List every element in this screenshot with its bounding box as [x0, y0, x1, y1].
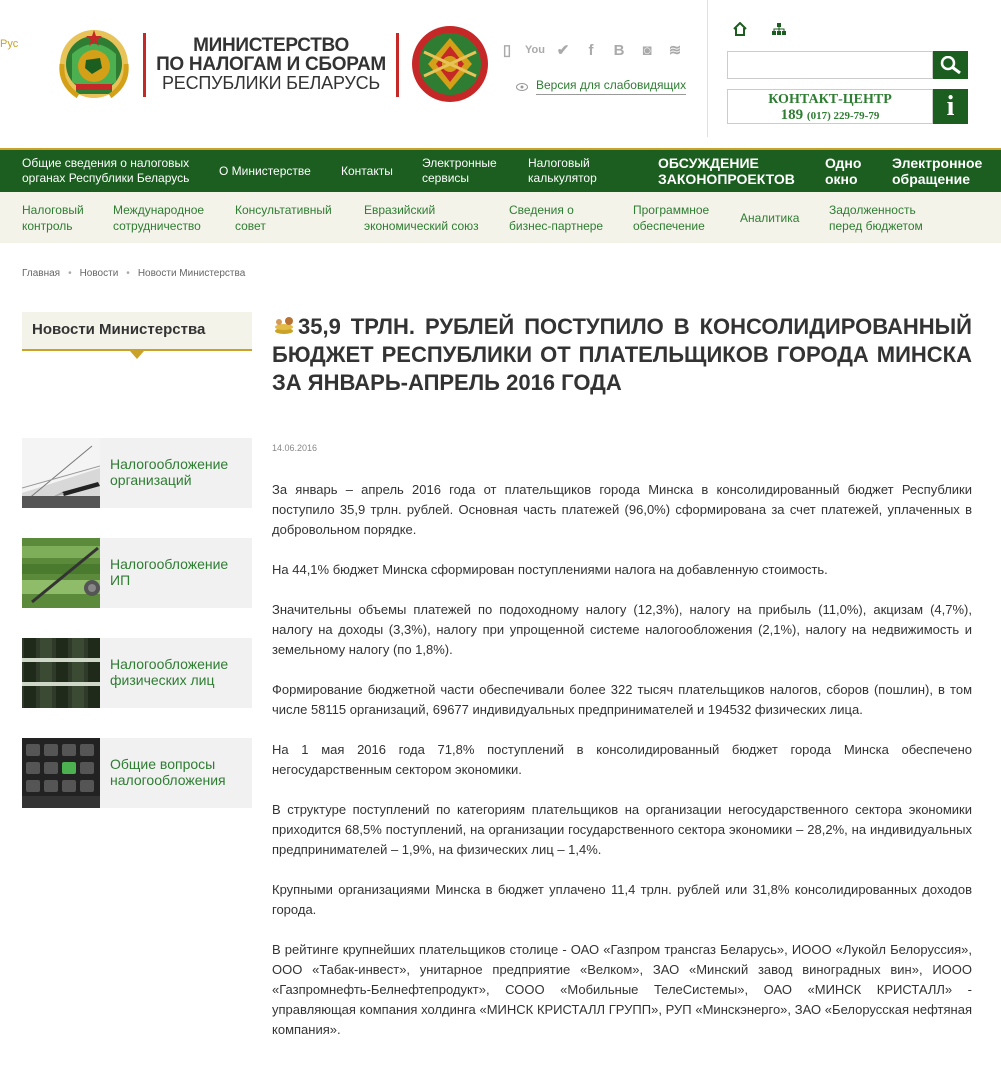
state-emblem-icon[interactable]	[52, 24, 136, 104]
sidebar-title-arrow-icon	[130, 351, 144, 359]
subnav-analytics[interactable]: Аналитика	[740, 210, 800, 225]
main-nav	[0, 148, 1001, 192]
nav-about-ministry[interactable]: О Министерстве	[219, 163, 311, 178]
instagram-icon[interactable]: ◙	[642, 41, 652, 59]
facebook-icon[interactable]: f	[588, 41, 594, 59]
article-paragraph: Крупными организациями Минска в бюджет уплачено 11,4 трлн. рублей или 31,8% консолидированных доходов города.	[272, 882, 972, 917]
low-vision-link[interactable]	[516, 78, 686, 95]
title-divider-left	[143, 33, 146, 97]
article-title-text: 35,9 ТРЛН. РУБЛЕЙ ПОСТУПИЛО В КОНСОЛИДИРОВАННЫЙ БЮДЖЕТ РЕСПУБЛИКИ ОТ ПЛАТЕЛЬЩИКОВ ГОРОДА МИНСКА ЗА ЯНВАРЬ-АПРЕЛЬ 2016 ГОДА	[272, 314, 972, 395]
nav-e-appeal[interactable]: Электронное обращение	[892, 155, 983, 187]
vkontakte-icon[interactable]: B	[613, 41, 625, 59]
ministry-title[interactable]	[152, 36, 390, 93]
nav-general-info[interactable]: Общие сведения о налоговых органах Республики Беларусь	[22, 156, 190, 185]
nav-e-services[interactable]: Электронные сервисы	[422, 156, 497, 185]
nav-bill-discussion[interactable]: ОБСУЖДЕНИЕ ЗАКОНОПРОЕКТОВ	[658, 155, 795, 187]
subnav-eurasian-union[interactable]: Евразийский экономический союз	[364, 202, 479, 233]
home-icon[interactable]	[733, 22, 747, 36]
breadcrumb-separator: •	[68, 268, 72, 279]
article-paragraph: На 1 мая 2016 года 71,8% поступлений в консолидированный бюджет города Минска обеспечено негосударственным сектором экономики.	[272, 742, 972, 777]
article-paragraph: В рейтинге крупнейших плательщиков столице - ОАО «Газпром трансгаз Беларусь», ИООО «Лукойл Белоруссия», ООО «Табак-инвест», унитарное предприятие «Велком», ЗАО «Минский завод виноградных вин», ИООО «Газпромнефть-Белнефтепродукт», СООО «Мобильные ТелеСистемы», ОАО «МИНСК КРИСТАЛЛ» - управляющая компания холдинга «МИНСК КРИСТАЛЛ ГРУПП», РУП «Минскэнерго», ЗАО «Белорусская нефтяная компания».	[272, 942, 972, 1037]
subnav-budget-debt[interactable]: Задолженность перед бюджетом	[829, 202, 923, 233]
sidebar-title-label: Новости Министерства	[32, 321, 206, 338]
breadcrumb-separator: •	[126, 268, 130, 279]
ministry-title-line2: ПО НАЛОГАМ И СБОРАМ	[156, 54, 386, 75]
article-paragraph: В структуре поступлений по категориям плательщиков на организации негосударственного сектора экономики приходится 68,5% поступлений, на организации государственного сектора экономики – 28,2%, на индивидуальных предпринимателей – 1,9%, на физических лиц – 1,4%.	[272, 802, 972, 857]
title-divider-right	[396, 33, 399, 97]
contact-center-phone	[728, 107, 932, 124]
ministry-title-line3: РЕСПУБЛИКИ БЕЛАРУСЬ	[161, 73, 381, 93]
article-paragraph: На 44,1% бюджет Минска сформирован поступлениями налога на добавленную стоимость.	[272, 562, 828, 577]
money-pen-icon	[22, 538, 100, 608]
keyboard-icon	[22, 738, 100, 808]
twitter-icon[interactable]: ✔	[556, 42, 570, 59]
subnav-international[interactable]: Международное сотрудничество	[113, 202, 205, 233]
breadcrumb	[22, 268, 245, 279]
article-body	[272, 480, 972, 1060]
coins-icon	[272, 316, 296, 334]
sidebar-card-label: Налогообложение физических лиц	[110, 656, 229, 688]
nav-contacts[interactable]: Контакты	[341, 163, 393, 178]
pen-document-icon	[22, 438, 100, 508]
article-date: 14.06.2016	[272, 443, 318, 453]
folders-icon	[22, 638, 100, 708]
social-links	[498, 40, 684, 60]
article-paragraph: Формирование бюджетной части обеспечивали более 322 тысяч плательщиков налогов, сборов (пошлин), в том числе 58115 организаций, 69677 индивидуальных предпринимателей и 194532 физических лица.	[272, 682, 972, 717]
sidebar-card-organizations[interactable]	[22, 438, 252, 508]
sidebar-card-label: Общие вопросы налогообложения	[110, 756, 226, 788]
sitemap-icon[interactable]	[772, 22, 786, 36]
article-title	[272, 313, 972, 397]
sub-nav	[0, 192, 1001, 243]
contact-center-title: КОНТАКТ-ЦЕНТР	[768, 92, 892, 107]
sidebar-card-entrepreneurs[interactable]	[22, 538, 252, 608]
contact-short-number: 189	[780, 107, 804, 123]
search-icon	[940, 56, 962, 74]
sidebar-card-general-questions[interactable]	[22, 738, 252, 808]
youtube-icon[interactable]: You	[525, 44, 545, 56]
breadcrumb-news[interactable]: Новости	[79, 268, 119, 279]
eye-icon	[516, 83, 528, 91]
mobile-icon[interactable]: ▯	[502, 42, 512, 59]
rss-icon[interactable]: ≋	[668, 42, 682, 59]
low-vision-label: Версия для слабовидящих	[536, 78, 686, 95]
breadcrumb-current: Новости Министерства	[137, 268, 246, 279]
info-button[interactable]: i	[933, 89, 968, 124]
language-switch[interactable]: Рус	[0, 38, 19, 50]
nav-one-window[interactable]: Одно окно	[825, 155, 862, 187]
breadcrumb-home[interactable]: Главная	[22, 268, 61, 279]
sidebar-title	[22, 312, 252, 351]
search-input[interactable]	[727, 51, 933, 79]
contact-phone-number: (017) 229-79-79	[806, 110, 880, 122]
contact-center[interactable]	[727, 89, 933, 124]
article-paragraph: Значительны объемы платежей по подоходному налогу (12,3%), налогу на прибыль (11,0%), акцизам (4,7%), налогу на доходы (3,3%), налогу при упрощенной системе налогообложения (2,1%), налогу на недвижимость и земельному налогу (по 1,8%).	[272, 602, 972, 657]
sidebar-card-label: Налогообложение организаций	[110, 456, 229, 488]
header-divider	[707, 0, 708, 137]
ministry-title-line1: МИНИСТЕРСТВО	[193, 35, 349, 56]
sidebar-card-individuals[interactable]	[22, 638, 252, 708]
sidebar-card-label: Налогообложение ИП	[110, 556, 229, 588]
subnav-advisory-council[interactable]: Консультативный совет	[235, 202, 332, 233]
nav-tax-calculator[interactable]: Налоговый калькулятор	[528, 156, 597, 185]
subnav-business-partner[interactable]: Сведения о бизнес-партнере	[509, 202, 604, 233]
article-paragraph: За январь – апрель 2016 года от плательщиков города Минска в консолидированный бюджет Республики поступило 35,9 трлн. рублей. Основная часть платежей (96,0%) сформирована за счет платежей, уплаченных в добровольном порядке.	[272, 482, 972, 537]
search-button[interactable]	[933, 51, 968, 79]
subnav-tax-control[interactable]: Налоговый контроль	[22, 202, 84, 233]
subnav-software[interactable]: Программное обеспечение	[633, 202, 710, 233]
ministry-badge-icon[interactable]	[410, 24, 490, 104]
